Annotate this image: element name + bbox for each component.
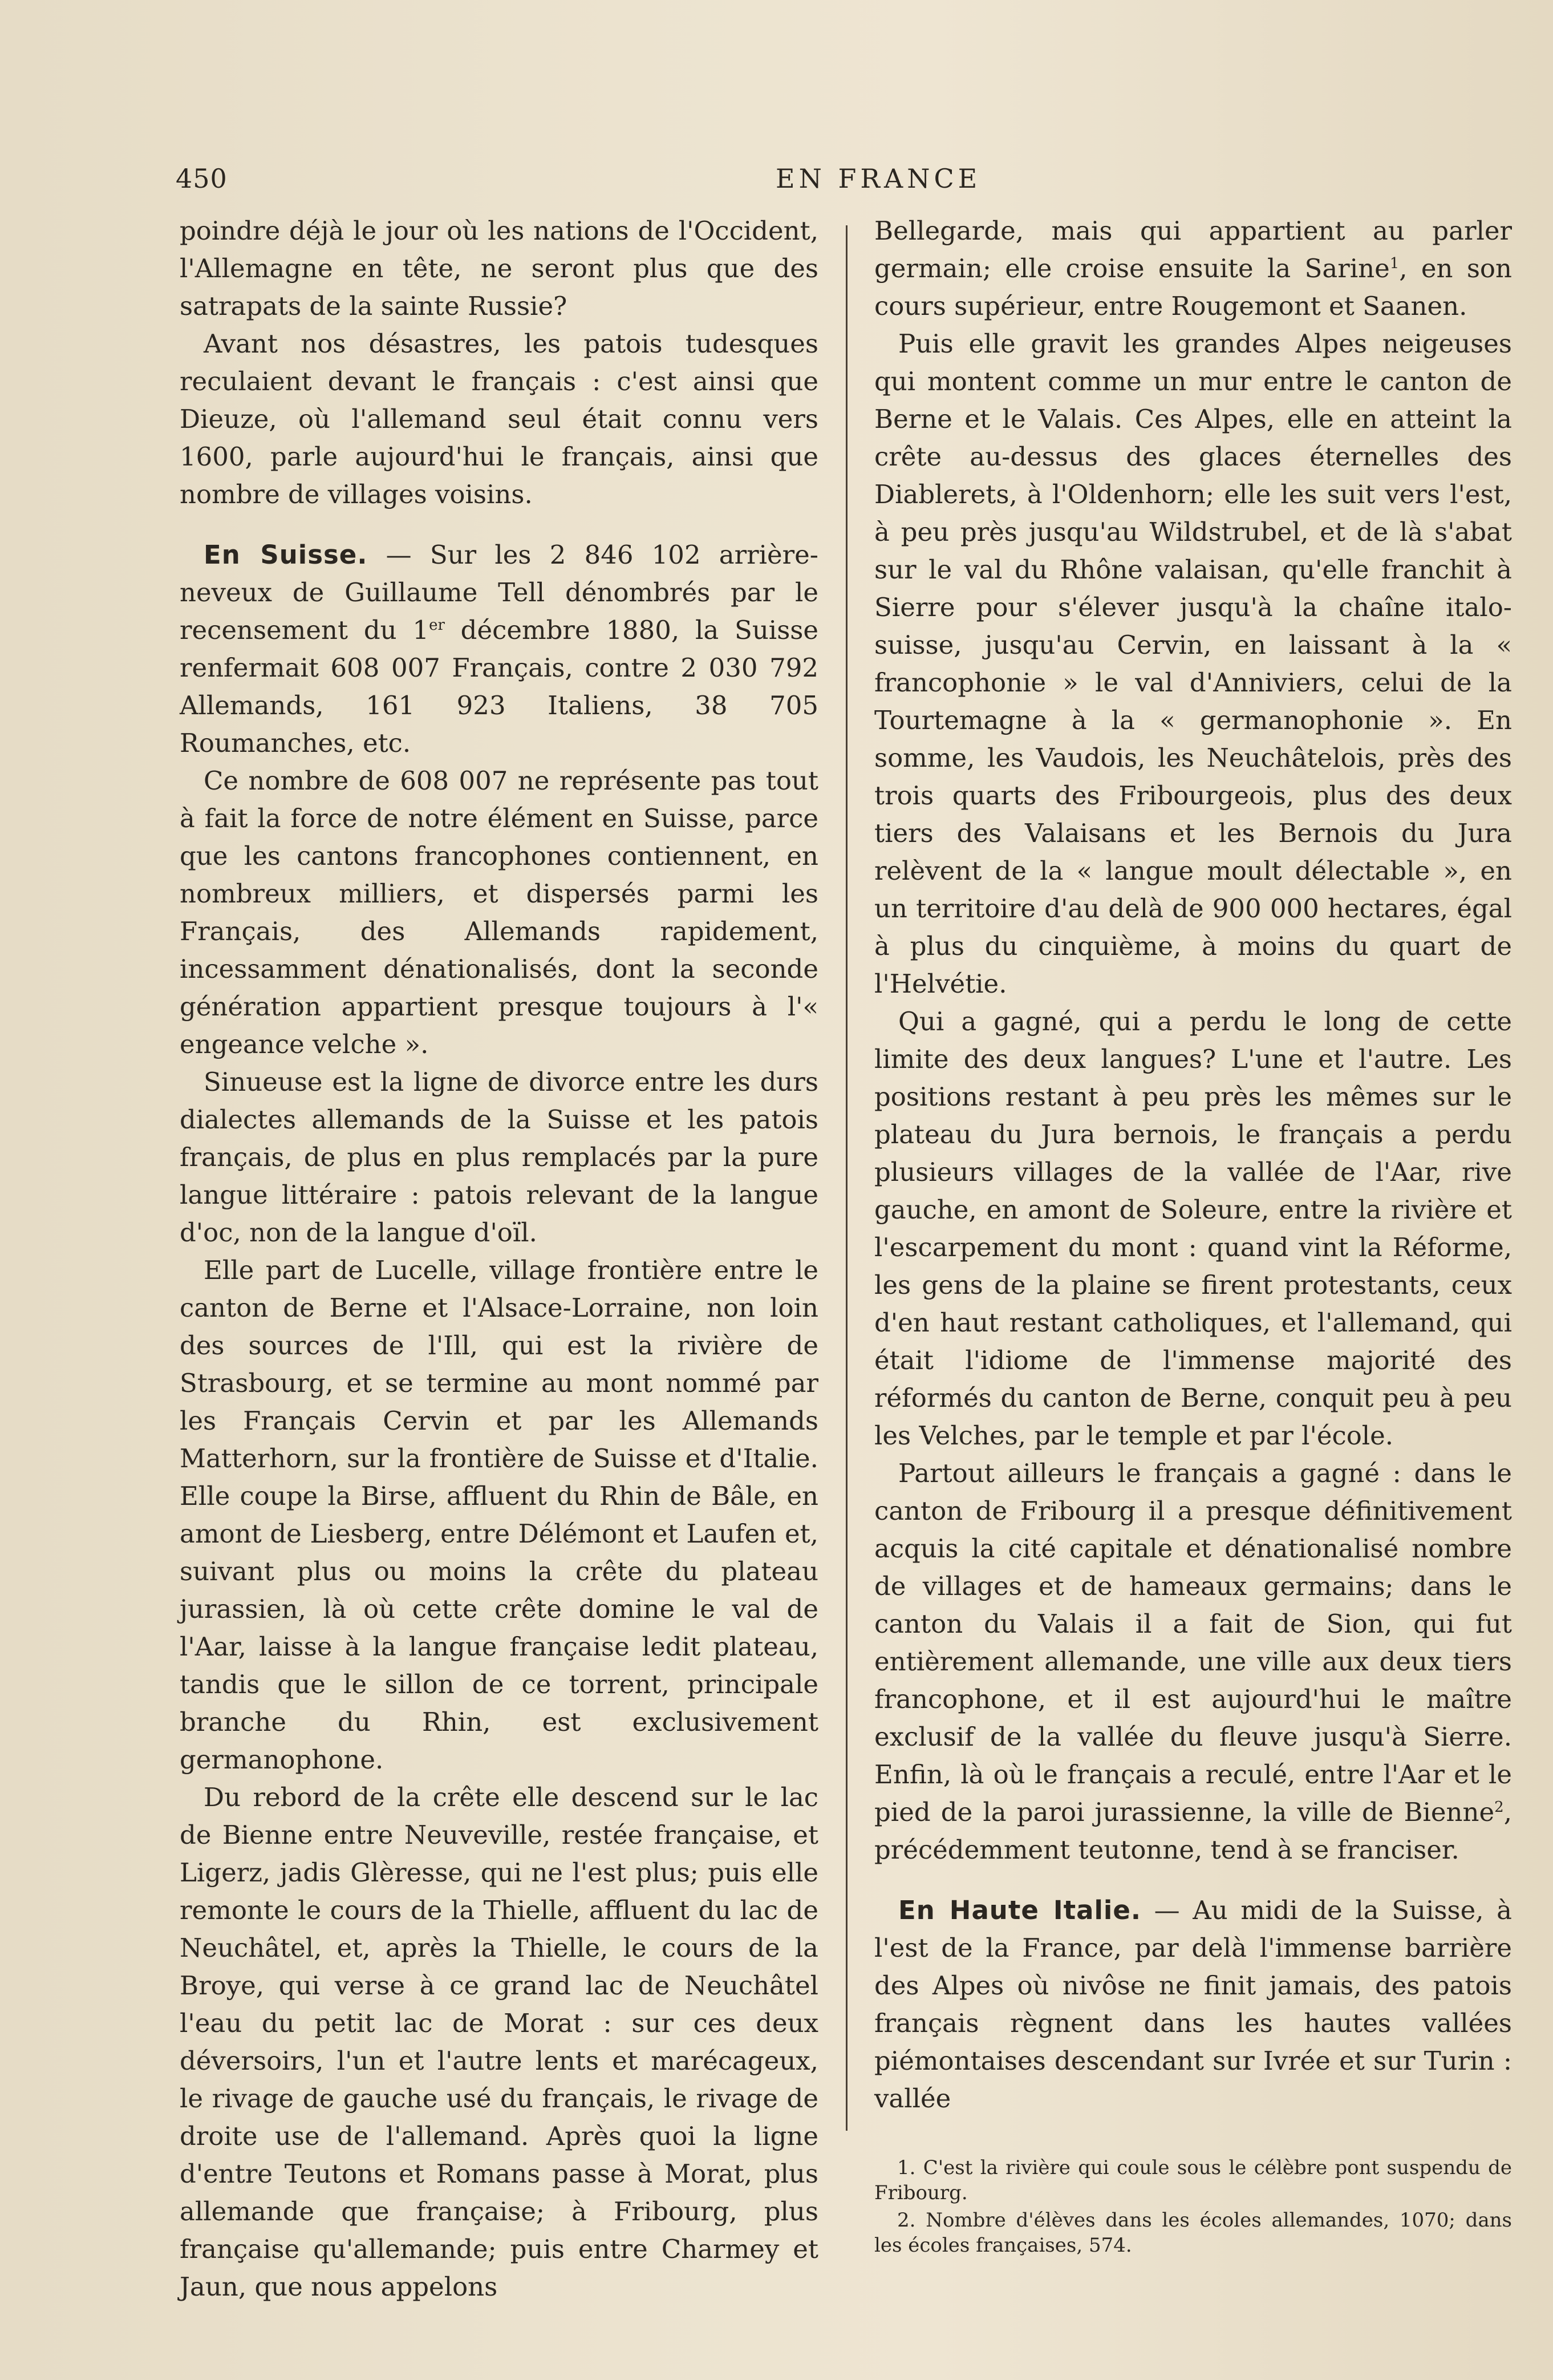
- page-header: [176, 163, 1510, 203]
- right-column: [874, 212, 1512, 2260]
- paragraph: Bellegarde, mais qui appartient au parler germain; elle croise ensuite la Sarine$^1$, en son cours supérieur, entre Rougemont et Saanen.: [874, 216, 1512, 321]
- running-title: EN FRANCE: [776, 163, 982, 194]
- footnote-ref-1: 1: [1389, 255, 1400, 272]
- paragraph: Puis elle gravit les grandes Alpes neigeuses qui montent comme un mur entre le canton de Berne et le Valais. Ces Alpes, elle en atteint la crête au-dessus des glaces éternelles des Diablerets, à l'Oldenhorn; elle les suit vers l'est, à peu près jusqu'au Wildstrubel, et de là s'abat sur le val du Rhône valaisan, qu'elle franchit à Sierre pour s'élever jusqu'à la chaîne italo-suisse, jusqu'au Cervin, en laissant à la « francophonie » le val d'Anniviers, celui de la Tourtemagne à la « germanophonie ». En somme, les Vaudois, les Neuchâtelois, près des trois quarts des Fribourgeois, plus des deux tiers des Valaisans et les Bernois du Jura relèvent de la « langue moult délectable », en un territoire d'au delà de 900 000 hectares, égal à plus du cinquième, à moins du quart de l'Helvétie.: [874, 329, 1512, 999]
- paragraph: Qui a gagné, qui a perdu le long de cette limite des deux langues? L'une et l'autre. Les positions restant à peu près les mêmes sur le plateau du Jura bernois, le français a perdu plusieurs villages de la vallée de l'Aar, rive gauche, en amont de Soleure, entre la rivière et l'escarpement du mont : quand vint la Réforme, les gens de la plaine se firent protestants, ceux d'en haut restant catholiques, et l'allemand, qui était l'idiome de l'immense majorité des réformés du canton de Berne, conquit peu à peu les Velches, par le temple et par l'école.: [874, 1006, 1512, 1451]
- footnote-2: 2. Nombre d'élèves dans les écoles allemandes, 1070; dans les écoles françaises, 574.: [874, 2209, 1512, 2257]
- section-heading-italie: En Haute Italie.: [898, 1895, 1141, 1925]
- paragraph: Du rebord de la crête elle descend sur le lac de Bienne entre Neuveville, restée française, et Ligerz, jadis Glèresse, qui ne l'est plus; puis elle remonte le cours de la Thielle, affluent du lac de Neuchâtel, et, après la Thielle, le cours de la Broye, qui verse à ce grand lac de Neuchâtel l'eau du petit lac de Morat : sur ces deux déversoirs, l'un et l'autre lents et marécageux, le rivage de gauche usé du français, le rivage de droite use de l'allemand. Après quoi la ligne d'entre Teutons et Romans passe à Morat, plus allemande que française; à Fribourg, plus française qu'allemande; puis entre Charmey et Jaun, que nous appelons: [180, 1782, 818, 2302]
- footnote-1: 1. C'est la rivière qui coule sous le célèbre pont suspendu de Fribourg.: [874, 2156, 1512, 2204]
- paragraph: Partout ailleurs le français a gagné : dans le canton de Fribourg il a presque définitivement acquis la cité capitale et dénationalisé nombre de villages et de hameaux germains; dans le canton du Valais il a fait de Sion, qui fut entièrement allemande, une ville aux deux tiers francophone, et il est aujourd'hui le maître exclusif de la vallée du fleuve jusqu'à Sierre. Enfin, là où le français a reculé, entre l'Aar et le pied de la paroi jurassienne, la ville de Bienne$^2$, précédemment teutonne, tend à se franciser.: [874, 1458, 1512, 1865]
- left-column: [180, 212, 818, 2306]
- section-heading-suisse: En Suisse.: [204, 540, 368, 570]
- paragraph: Avant nos désastres, les patois tudesques reculaient devant le français : c'est ainsi que Dieuze, où l'allemand seul était connu vers 1600, parle aujourd'hui le français, ainsi que nombre de villages voisins.: [180, 329, 818, 509]
- paragraph: Elle part de Lucelle, village frontière entre le canton de Berne et l'Alsace-Lorraine, non loin des sources de l'Ill, qui est la rivière de Strasbourg, et se termine au mont nommé par les Français Cervin et par les Allemands Matterhorn, sur la frontière de Suisse et d'Italie. Elle coupe la Birse, affluent du Rhin de Bâle, en amont de Liesberg, entre Délémont et Laufen et, suivant plus ou moins la crête du plateau jurassien, là où cette crête domine le val de l'Aar, laisse à la langue française ledit plateau, tandis que le sillon de ce torrent, principale branche du Rhin, est exclusivement germanophone.: [180, 1255, 818, 1775]
- footnotes: [874, 2155, 1512, 2258]
- paragraph: Ce nombre de 608 007 ne représente pas tout à fait la force de notre élément en Suisse, parce que les cantons francophones contiennent, en nombreux milliers, et dispersés parmi les Français, des Allemands rapidement, incessamment dénationalisés, dont la seconde génération appartient presque toujours à l'« engeance velche ».: [180, 766, 818, 1059]
- section-paragraph-italie: En Haute Italie. — Au midi de la Suisse, à l'est de la France, par delà l'immense barrière des Alpes où nivôse ne finit jamais, des patois français règnent dans les hautes vallées piémontaises descendant sur Ivrée et sur Turin : vallée: [874, 1895, 1512, 2114]
- footnote-ref-2: 2: [1494, 1799, 1504, 1816]
- section-paragraph-suisse: En Suisse. — Sur les 2 846 102 arrière-neveux de Guillaume Tell dénombrés par le recensement du 1er décembre 1880, la Suisse renfermait 608 007 Français, contre 2 030 792 Allemands, 161 923 Italiens, 38 705 Roumanches, etc.: [180, 540, 819, 758]
- paragraph: poindre déjà le jour où les nations de l'Occident, l'Allemagne en tête, ne seront plus que des satrapats de la sainte Russie?: [180, 216, 818, 321]
- page-number: 450: [176, 163, 228, 194]
- paragraph: Sinueuse est la ligne de divorce entre les durs dialectes allemands de la Suisse et les patois français, de plus en plus remplacés par la pure langue littéraire : patois relevant de la langue d'oc, non de la langue d'oïl.: [180, 1067, 818, 1248]
- column-divider: [846, 225, 848, 2131]
